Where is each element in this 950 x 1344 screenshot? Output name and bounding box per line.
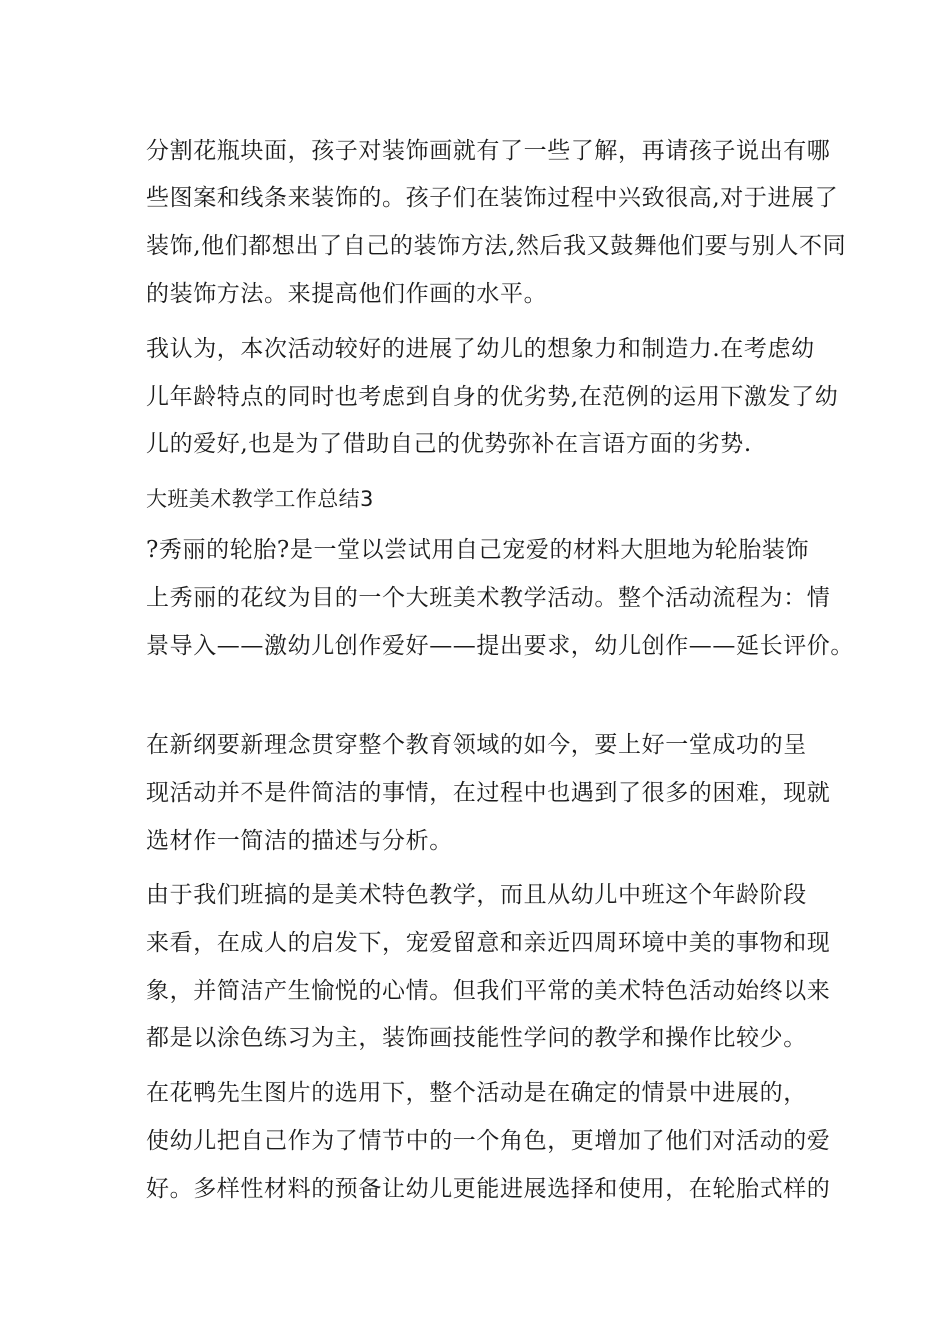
text-line: 好。多样性材料的预备让幼儿更能进展选择和使用，在轮胎式样的 (146, 1176, 831, 1202)
text-line: 景导入——激幼儿创作爱好——提出要求，幼儿创作——延长评价。 (146, 633, 854, 659)
text-line: 现活动并不是件简洁的事情，在过程中也遇到了很多的困难，现就 (146, 780, 831, 806)
text-line: 些图案和线条来装饰的。孩子们在装饰过程中兴致很高,对于进展了 (146, 185, 839, 211)
text-line: 分割花瓶块面，孩子对装饰画就有了一些了解，再请孩子说出有哪 (146, 138, 831, 164)
text-line: ?秀丽的轮胎?是一堂以尝试用自己宠爱的材料大胆地为轮胎装饰 (146, 537, 810, 563)
text-line: 在新纲要新理念贯穿整个教育领域的如今，要上好一堂成功的呈 (146, 732, 807, 758)
text-line: 在花鸭先生图片的选用下，整个活动是在确定的情景中进展的， (146, 1080, 807, 1106)
text-line: 儿的爱好,也是为了借助自己的优势弥补在言语方面的劣势. (146, 431, 752, 457)
text-line: 来看，在成人的启发下，宠爱留意和亲近四周环境中美的事物和现 (146, 930, 831, 956)
text-line: 都是以涂色练习为主，装饰画技能性学问的教学和操作比较少。 (146, 1025, 807, 1051)
text-line: 上秀丽的花纹为目的一个大班美术教学活动。整个活动流程为：情 (146, 585, 831, 611)
text-line: 选材作一简洁的描述与分析。 (146, 828, 453, 854)
text-line: 装饰,他们都想出了自己的装饰方法,然后我又鼓舞他们要与别人不同 (146, 233, 847, 259)
text-line: 象，并简洁产生愉悦的心情。但我们平常的美术特色活动始终以来 (146, 978, 831, 1004)
text-line: 使幼儿把自己作为了情节中的一个角色，更增加了他们对活动的爱 (146, 1128, 831, 1154)
text-line: 我认为，本次活动较好的进展了幼儿的想象力和制造力.在考虑幼 (146, 336, 815, 362)
text-line: 儿年龄特点的同时也考虑到自身的优劣势,在范例的运用下激发了幼 (146, 384, 839, 410)
text-line: 的装饰方法。来提高他们作画的水平。 (146, 281, 548, 307)
section-heading: 大班美术教学工作总结3 (146, 487, 374, 511)
text-line: 由于我们班搞的是美术特色教学，而且从幼儿中班这个年龄阶段 (146, 882, 807, 908)
